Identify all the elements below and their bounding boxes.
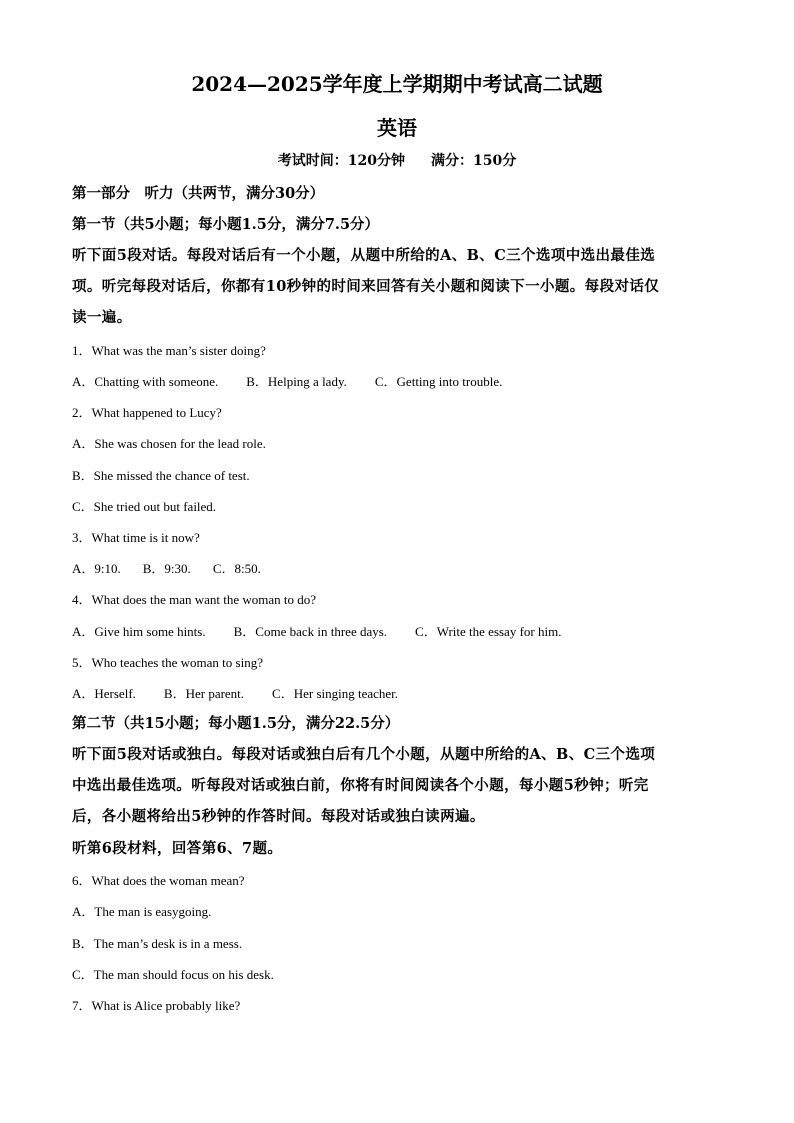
option-c: C．Write the essay for him. (415, 624, 562, 639)
question-stem: 3．What time is it now? (72, 530, 200, 545)
section1-instruction-line: 项。听完每段对话后，你都有10秒钟的时间来回答有关小题和阅读下一小题。每段对话仅 (72, 278, 660, 295)
question-stem: 4．What does the man want the woman to do? (72, 592, 317, 607)
section2-instruction-line: 后，各小题将给出5秒钟的作答时间。每段对话或独白读两遍。 (72, 808, 485, 825)
option-b: B．She missed the chance of test. (72, 468, 250, 483)
option-c: C．She tried out but failed. (72, 499, 217, 514)
option-a: A．Chatting with someone. (72, 374, 219, 389)
exam-time: 考试时间：120分钟 (277, 153, 405, 169)
subject-title: 英语 (377, 116, 417, 140)
material-6-heading: 听第6段材料，回答第6、7题。 (72, 840, 283, 857)
question-options (72, 371, 502, 390)
option-b: B．Come back in three days. (233, 624, 388, 639)
option-c: C．Getting into trouble. (374, 374, 503, 389)
question-stem: 5．Who teaches the woman to sing? (72, 655, 263, 670)
section2-heading: 第二节（共15小题；每小题1.5分，满分22.5分） (72, 715, 400, 732)
option-c: C．Her singing teacher. (272, 686, 399, 701)
section2-instruction-line: 中选出最佳选项。听每段对话或独白前，你将有时间阅读各个小题，每小题5秒钟；听完 (72, 777, 649, 794)
question-stem: 6．What does the woman mean? (72, 873, 245, 888)
option-b: B．The man’s desk is in a mess. (72, 936, 243, 951)
question-stem: 1．What was the man’s sister doing? (72, 343, 266, 358)
option-a: A．9:10. (72, 561, 121, 576)
section1-heading: 第一节（共5小题；每小题1.5分，满分7.5分） (72, 216, 380, 233)
part1-heading: 第一部分 听力（共两节，满分30分） (72, 185, 325, 202)
option-c: C．8:50. (212, 561, 261, 576)
option-b: B．Helping a lady. (246, 374, 347, 389)
question-stem: 7．What is Alice probably like? (72, 998, 241, 1013)
option-b: B．Her parent. (163, 686, 245, 701)
question-options (72, 558, 261, 577)
option-b: B．9:30. (142, 561, 191, 576)
section2-instruction-line: 听下面5段对话或独白。每段对话或独白后有几个小题，从题中所给的A、B、C三个选项 (72, 746, 656, 763)
option-a: A．Give him some hints. (72, 624, 206, 639)
question-options (72, 683, 398, 702)
section1-instruction-line: 听下面5段对话。每段对话后有一个小题，从题中所给的A、B、C三个选项中选出最佳选 (72, 247, 656, 264)
option-a: A．She was chosen for the lead role. (72, 436, 266, 451)
question-stem: 2．What happened to Lucy? (72, 405, 222, 420)
exam-info (0, 150, 794, 170)
exam-title: 2024—2025学年度上学期期中考试高二试题 (191, 72, 603, 96)
option-a: A．The man is easygoing. (72, 904, 212, 919)
option-c: C．The man should focus on his desk. (72, 967, 274, 982)
question-options (72, 621, 561, 640)
option-a: A．Herself. (72, 686, 136, 701)
section1-instruction-line: 读一遍。 (72, 309, 132, 326)
exam-score: 满分：150分 (431, 153, 517, 169)
